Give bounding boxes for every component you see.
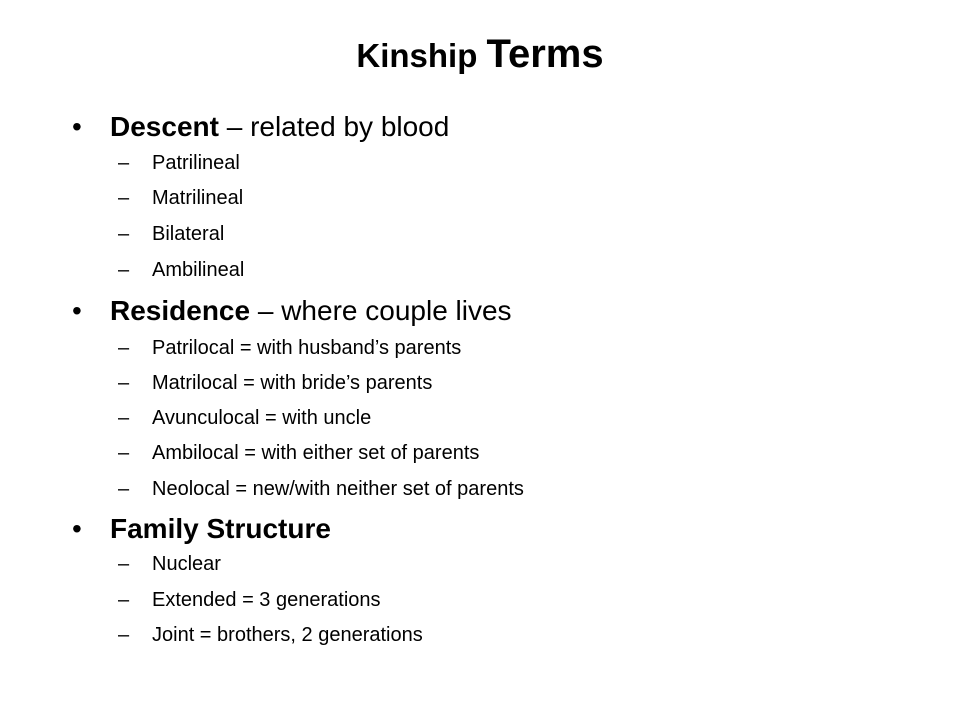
sub-item	[118, 186, 243, 210]
sub-item-text: Avunculocal = with uncle	[152, 407, 372, 429]
bullet-marker: •	[72, 295, 82, 326]
dash-marker: –	[118, 152, 130, 174]
dash-marker: –	[118, 337, 130, 359]
sub-item-text: Matrilocal = with bride’s parents	[152, 372, 433, 394]
dash-marker: –	[118, 187, 130, 209]
bullet-residence	[72, 295, 512, 327]
dash-marker: –	[118, 478, 130, 500]
title-kinship: Kinship	[356, 37, 487, 74]
sub-item-text: Neolocal = new/with neither set of parents	[152, 478, 524, 500]
bullet-descent	[72, 111, 449, 143]
bullet-heading: Residence	[110, 295, 251, 326]
bullet-marker: •	[72, 513, 82, 544]
sub-item-text: Extended = 3 generations	[152, 589, 381, 611]
sub-item	[118, 406, 371, 430]
dash-marker: –	[118, 372, 130, 394]
bullet-heading: Descent	[110, 111, 219, 142]
sub-item-text: Patrilineal	[152, 152, 240, 174]
sub-item	[118, 588, 381, 612]
title-terms: Terms	[486, 32, 604, 76]
bullet-family-structure	[72, 513, 331, 545]
dash-marker: –	[118, 442, 130, 464]
sub-item-text: Patrilocal = with husband’s parents	[152, 337, 462, 359]
sub-item	[118, 222, 224, 246]
sub-item	[118, 151, 240, 175]
sub-item	[118, 258, 244, 282]
dash-marker: –	[118, 624, 130, 646]
dash-marker: –	[118, 589, 130, 611]
sub-item-text: Joint = brothers, 2 generations	[152, 624, 423, 646]
dash-marker: –	[118, 407, 130, 429]
sub-item-text: Nuclear	[152, 553, 221, 575]
sub-item	[118, 336, 461, 360]
sub-item	[118, 441, 479, 465]
dash-marker: –	[118, 553, 130, 575]
sub-item	[118, 477, 524, 501]
sub-item-text: Matrilineal	[152, 187, 244, 209]
bullet-description: – where couple lives	[250, 295, 512, 326]
sub-item-text: Ambilineal	[152, 259, 245, 281]
bullet-description: – related by blood	[218, 111, 450, 142]
sub-item-text: Bilateral	[152, 223, 225, 245]
sub-item	[118, 371, 432, 395]
bullet-heading: Family Structure	[110, 513, 331, 544]
sub-item	[118, 623, 423, 647]
bullet-marker: •	[72, 111, 82, 142]
dash-marker: –	[118, 223, 130, 245]
sub-item	[118, 552, 221, 576]
sub-item-text: Ambilocal = with either set of parents	[152, 442, 480, 464]
dash-marker: –	[118, 259, 130, 281]
